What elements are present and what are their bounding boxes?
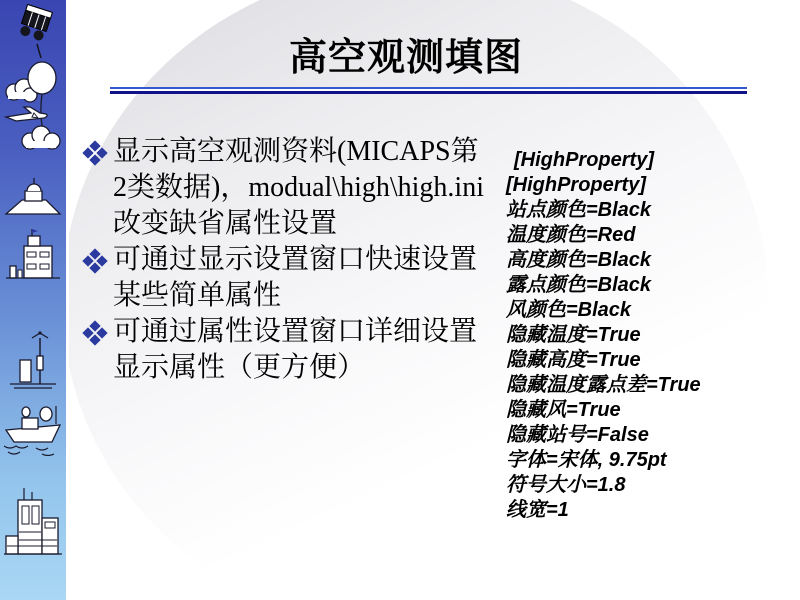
property-line: 隐藏风=True [506,399,621,421]
bullet-text: 显示高空观测资料(MICAPS第2类数据)，modual\high\high.ini改变缺省属性设置 [113,136,484,239]
radar-dome-icon [4,172,62,216]
ship-icon [2,402,64,456]
property-line: 线宽=1 [506,499,569,521]
cloud-icon [18,124,64,152]
divider-thick-line [110,91,747,94]
property-line: 站点颜色=Black [506,199,652,221]
buoy-icon [8,330,58,394]
diamond-bullet-icon [84,250,106,272]
bullet-item [84,242,486,314]
bullet-text: 可通过属性设置窗口详细设置显示属性（更方便） [113,316,478,383]
bullet-text: 可通过显示设置窗口快速设置某些简单属性 [113,244,478,311]
diamond-bullet-icon [84,142,106,164]
property-line: 露点颜色=Black [506,274,652,296]
satellite-icon [14,4,58,60]
property-line: 隐藏温度露点差=True [506,374,701,396]
bullet-item [84,314,486,386]
bullet-item [84,134,486,242]
sidebar-artwork [0,0,69,600]
property-line: 风颜色=Black [506,299,632,321]
property-line: 隐藏高度=True [506,349,641,371]
property-line: [HighProperty] [506,174,646,196]
property-line: 符号大小=1.8 [506,474,626,496]
bullet-list [84,134,486,386]
weather-station-icon [4,228,62,286]
property-line: [HighProperty] [514,149,654,171]
title-divider [110,87,747,94]
property-line: 字体=宋体, 9.75pt [506,449,667,471]
property-line: 温度颜色=Red [506,224,636,246]
property-line: 隐藏温度=True [506,324,641,346]
observatory-icon [2,486,64,568]
airplane-icon [4,104,50,126]
property-line: 高度颜色=Black [506,249,652,271]
properties-panel [506,148,756,523]
property-line: 隐藏站号=False [506,424,649,446]
slide-title: 高空观测填图 [288,37,523,79]
diamond-bullet-icon [84,322,106,344]
